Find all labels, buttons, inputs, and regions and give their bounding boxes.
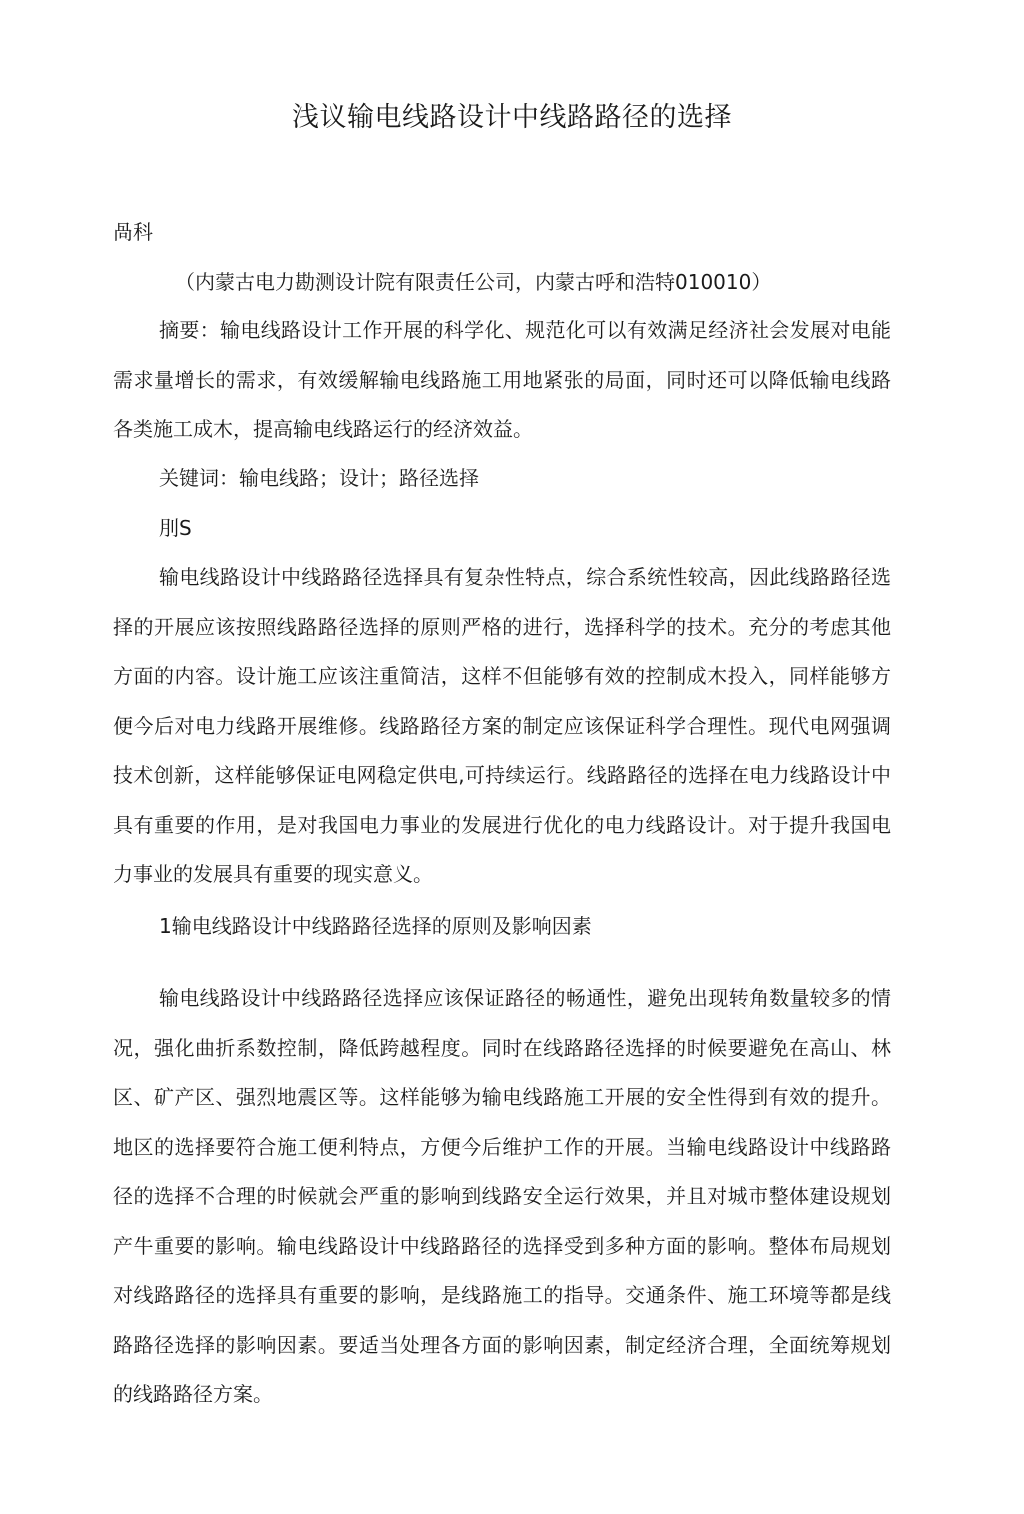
preface-heading: 刖S (159, 516, 192, 540)
body-paragraph: 输电线路设计中线路路径选择具有复杂性特点，综合系统性较高，因此线路路径选择的开展应该按照线路路径选择的原则严格的进行，选择科学的技术。充分的考虑其他方面的内容。设计施工应该注重简洁，这样不但能够有效的控制成木投入，同样能够方便今后对电力线路开展维修。线路路径方案的制定应该保证科学合理性。现代电网强调技术创新，这样能够保证电网稳定供电,可持续运行。线路路径的选择在电力线路设计中具有重要的作用，是对我国电力事业的发展进行优化的电力线路设计。对于提升我国电力事业的发展具有重要的现实意义。 (113, 565, 891, 886)
body-paragraph: 输电线路设计中线路路径选择应该保证路径的畅通性，避免出现转角数量较多的情况，强化曲折系数控制，降低跨越程度。同时在线路路径选择的时候要避免在高山、林区、矿产区、强烈地震区等。这样能够为输电线路施工开展的安全性得到有效的提升。地区的选择要符合施工便利特点，方便今后维护工作的开展。当输电线路设计中线路路径的选择不合理的时候就会严重的影响到线路安全运行效果，并且对城市整体建设规划产牛重要的影响。输电线路设计中线路路径的选择受到多种方面的影响。整体布局规划对线路路径的选择具有重要的影响，是线路施工的指导。交通条件、施工环境等都是线路路径选择的影响因素。要适当处理各方面的影响因素，制定经济合理，全面统筹规划的线路路径方案。 (113, 986, 891, 1406)
section-heading: 1输电线路设计中线路路径选择的原则及影响因素 (159, 914, 592, 938)
author-name: 咼科 (113, 220, 153, 244)
abstract-paragraph: 摘要：输电线路设计工作开展的科学化、规范化可以有效满足经济社会发展对电能需求量增长的需求，有效缓解输电线路施工用地紧张的局面，同时还可以降低输电线路各类施工成木，提高输电线路运行的经济效益。 (113, 318, 891, 441)
author-affiliation: （内蒙古电力勘测设计院有限责任公司，内蒙古呼和浩特010010） (175, 270, 772, 294)
document-title: 浅议输电线路设计中线路路径的选择 (292, 102, 732, 133)
keywords-line: 关键词：输电线路；设计；路径选择 (159, 466, 479, 490)
